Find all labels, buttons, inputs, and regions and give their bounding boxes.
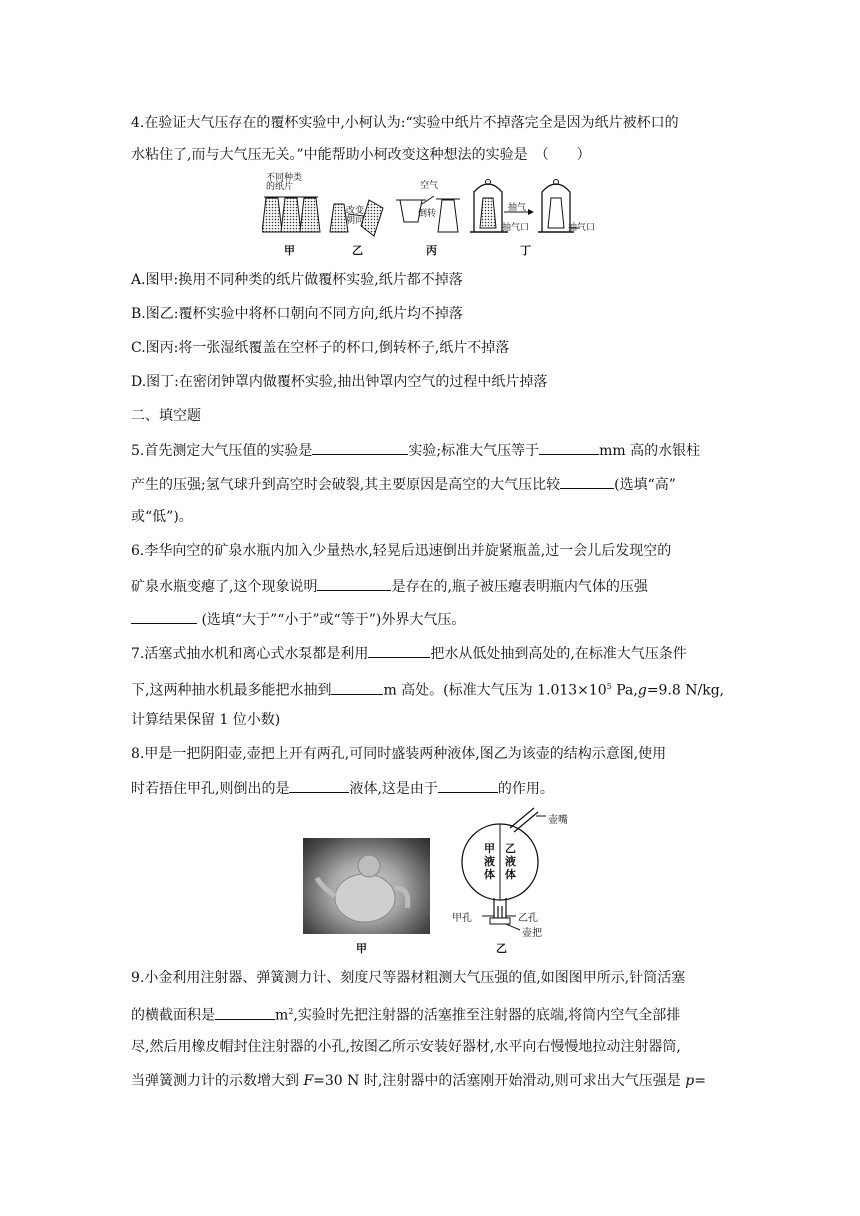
q7-line-1 [131,643,687,664]
q4-figure [262,170,596,260]
q7-text-2b: m 高处。(标准大气压为 1.013×10 [383,682,607,699]
q5-text-2a: 产生的压强;氢气球升到高空时会破裂,其主要原因是高空的大气压比较 [131,477,561,493]
q9-line-2 [131,1002,680,1026]
q8-text-2c: 的作用。 [497,781,554,797]
q9-line-3: 尽,然后用橡皮帽封住注射器的小孔,按图乙所示安装好器材,水平向右慢慢地拉动注射器筒, [131,1039,681,1055]
q6-text-2b: 是存在的,瓶子被压瘪表明瓶内气体的压强 [391,579,648,595]
q5-blank-2[interactable] [539,440,599,455]
q9-line-4 [131,1071,706,1091]
q9-p-symbol: p [685,1073,695,1089]
q5-text-1b: 实验;标准大气压等于 [408,443,540,459]
q9-f-symbol: F [303,1073,314,1089]
q6-text-3: (选填“大于”“小于”或“等于”)外界大气压。 [197,612,466,628]
q5-line-2 [131,474,676,495]
label-ding: 丁 [520,244,531,257]
q8-line-2 [131,778,554,799]
q6-text-2a: 矿泉水瓶变瘪了,这个现象说明 [131,579,318,595]
q7-line-2 [131,677,724,701]
q5-line-1 [131,440,700,461]
q8-text-2a: 时若捂住甲孔,则倒出的是 [131,781,290,797]
teapot-diagram-drawing [450,806,590,956]
q7-text-1b: 把水从低处抽到高处的,在标准大气压条件 [430,646,687,662]
label-pump: 抽气 [508,203,527,213]
q4-option-a: A.图甲:换用不同种类的纸片做覆杯实验,纸片都不掉落 [131,272,463,288]
label-yi: 乙 [352,244,363,257]
q9-text-2c: ,实验时先把注射器的活塞推至注射器的底端,将筒内空气全部排 [293,1007,681,1024]
q7-line-3: 计算结果保留 1 位小数) [131,712,281,728]
teapot-photo [303,838,430,934]
q9-text-2a: 的横截面积是 [131,1007,215,1024]
label-bing: 丙 [426,244,437,257]
q6-blank-1[interactable] [317,576,391,591]
q8-label-jia: 甲 [356,942,367,955]
section-heading: 二、填空题 [131,408,201,424]
q7-blank-1[interactable] [368,643,430,658]
q6-blank-2[interactable] [131,609,197,624]
q9-line-1: 9.小金利用注射器、弹簧测力计、刻度尺等器材粗测大气压强的值,如图图甲所示,针筒活塞 [131,970,686,986]
q9-text-4a: 当弹簧测力计的示数增大到 [131,1073,304,1089]
label-handle: 壶把 [522,928,542,939]
label-yi-hole: 乙孔 [518,913,538,924]
q9-text-2b: m [275,1007,289,1024]
label-pump-port-2: 抽气口 [568,223,596,233]
label-invert: 倒转 [418,209,437,219]
q9-exponent: 2 [288,1007,294,1016]
q6-line-2 [131,576,648,597]
label-jia: 甲 [284,244,295,257]
q7-blank-2[interactable] [331,680,383,695]
label-paper-types: 不同种类的纸片 [266,173,303,192]
q4-line-1: 4.在验证大气压存在的覆杯实验中,小柯认为:“实验中纸片不掉落完全是因为纸片被杯口的 [131,115,679,131]
label-jia-hole: 甲孔 [452,913,472,924]
q4-option-d: D.图丁:在密闭钟罩内做覆杯实验,抽出钟罩内空气的过程中纸片掉落 [131,374,548,390]
q4-line-2: 水粘住了,而与大气压无关。”中能帮助小柯改变这种想法的实验是 （ ） [131,147,591,163]
q8-blank-2[interactable] [438,778,498,793]
q7-g-symbol: g [637,682,647,699]
label-spout: 壶嘴 [548,815,568,826]
q7-exponent: 5 [606,682,612,691]
q8-blank-1[interactable] [289,778,349,793]
q8-label-yi: 乙 [496,942,507,955]
q5-text-1c: mm 高的水银柱 [599,443,701,459]
q9-text-4b: =30 N 时,注射器中的活塞刚开始滑动,则可求出大气压强是 [313,1073,686,1089]
q9-text-4c: = [694,1073,706,1089]
q8-line-1: 8.甲是一把阴阳壶,壶把上开有两孔,可同时盛装两种液体,图乙为该壶的结构示意图,使用 [131,746,667,762]
label-yi-liquid: 乙液体 [505,842,516,881]
label-air: 空气 [420,181,439,191]
teapot-diagram [450,806,590,956]
q9-blank-1[interactable] [215,1005,275,1020]
q7-text-2a: 下,这两种抽水机最多能把水抽到 [131,682,332,699]
q5-line-3: 或“低”)。 [131,509,193,525]
q5-text-1a: 5.首先测定大气压值的实验是 [131,443,313,459]
q6-line-1: 6.李华向空的矿泉水瓶内加入少量热水,轻晃后迅速倒出并旋紧瓶盖,过一会儿后发现空的 [131,543,672,559]
q4-option-c: C.图丙:将一张湿纸覆盖在空杯子的杯口,倒转杯子,纸片不掉落 [131,340,510,356]
q5-blank-3[interactable] [560,474,614,489]
label-change-direction: 改变朝向 [346,206,365,226]
q7-text-1a: 7.活塞式抽水机和离心式水泵都是利用 [131,646,369,662]
teapot-shape [303,838,430,934]
q7-text-2c: Pa, [611,682,638,699]
q4-option-b: B.图乙:覆杯实验中将杯口朝向不同方向,纸片均不掉落 [131,306,463,322]
q5-blank-1[interactable] [312,440,408,455]
q7-text-2d: =9.8 N/kg, [646,682,725,699]
q6-line-3 [131,609,465,630]
q8-text-2b: 液体,这是由于 [349,781,438,797]
q5-text-2b: (选填“高” [614,477,676,493]
label-jia-liquid: 甲液体 [484,842,495,881]
label-pump-port-1: 抽气口 [502,223,530,233]
